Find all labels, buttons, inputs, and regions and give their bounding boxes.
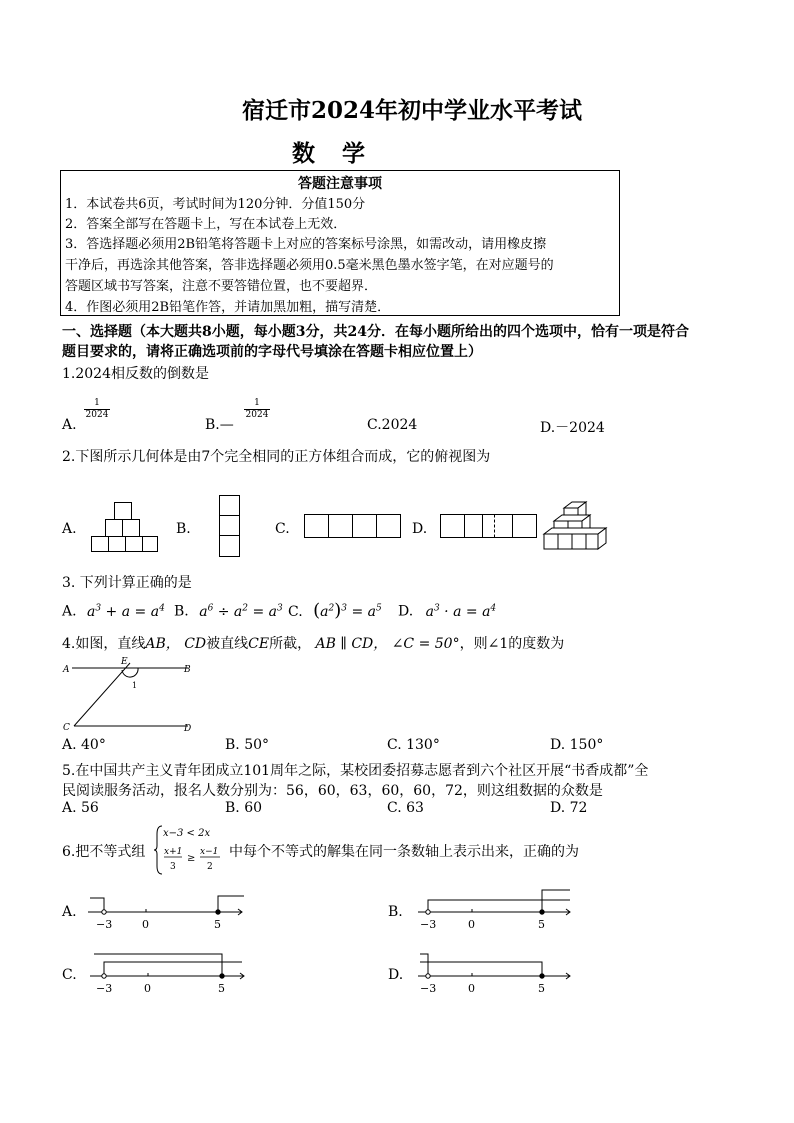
section-heading-line2: 题目要求的，请将正确选项前的字母代号填涂在答题卡相应位置上） <box>62 344 482 360</box>
q3-option-a-label: A. <box>62 603 77 620</box>
tick-label-0: 0 <box>144 982 151 995</box>
q1-option-d: D.－2024 <box>540 420 605 436</box>
tick-label-0: 0 <box>142 918 149 931</box>
q6-option-c-label: C. <box>62 967 77 983</box>
q3-option-b-expr: $a^6 \div a^2 = a^3$ <box>199 603 283 620</box>
tick-label-0: 0 <box>468 918 475 931</box>
q4-line-ab: AB， <box>145 636 180 652</box>
q2-solid-figure <box>540 496 610 556</box>
q6-option-d-label: D. <box>388 967 404 983</box>
fig-label-e: E <box>121 657 128 667</box>
q1-stem: 1.2024相反数的倒数是 <box>62 366 209 382</box>
q6-stem-pre: 6.把不等式组 <box>62 844 146 860</box>
q5-line2: 民阅读服务活动，报名人数分别为：56，60，63，60，60，72，则这组数据的众数是 <box>62 783 603 799</box>
q6-option-a-label: A. <box>62 904 77 920</box>
q3-option-a <box>62 603 165 620</box>
notice-line: 答题区域书写答案，注意不要答错位置，也不要超界． <box>65 279 378 294</box>
q4-stem-mid2: 所截， <box>269 636 312 652</box>
fig-label-c: C <box>63 723 70 733</box>
fraction-numerator: 1 <box>94 398 100 408</box>
q6-ineq2-right-num: x−1 <box>200 847 219 857</box>
q4-stem <box>62 633 564 653</box>
q4-stem-pre: 4.如图，直线 <box>62 636 146 652</box>
tick-label-0: 0 <box>468 982 475 995</box>
notice-line: 干净后，再选涂其他答案，答非选择题必须用0.5毫米黑色墨水签字笔，在对应题号的 <box>65 258 554 273</box>
q4-option-c: C. 130° <box>387 737 440 753</box>
q4-stem-mid1: 被直线 <box>206 636 249 652</box>
tick-label-5: 5 <box>214 918 221 931</box>
q4-angle: ∠C = 50° <box>391 636 460 652</box>
notice-box <box>60 170 620 316</box>
q1-option-a-label: A. <box>62 417 77 433</box>
q4-geometry-figure <box>60 654 210 738</box>
q3-option-b <box>174 603 283 620</box>
q5-option-c: C. 63 <box>387 800 424 816</box>
q3-option-d <box>398 603 496 620</box>
q6-ineq2-left-num: x+1 <box>164 847 183 857</box>
q2-option-b-figure <box>216 492 242 560</box>
fig-label-a: A <box>63 665 70 675</box>
q3-option-c <box>288 600 382 621</box>
tick-label-neg3: −3 <box>420 918 437 931</box>
notice-line: 1．本试卷共6页，考试时间为120分钟．分值150分 <box>65 197 366 212</box>
q6-ineq2-right-den: 2 <box>207 862 213 872</box>
q5-option-d: D. 72 <box>550 800 588 816</box>
q4-stem-end: ，则∠1的度数为 <box>459 636 565 652</box>
fig-label-angle-1: 1 <box>132 681 138 690</box>
fig-label-d: D <box>184 724 192 734</box>
notice-heading: 答题注意事项 <box>298 176 382 192</box>
tick-label-5: 5 <box>538 918 545 931</box>
q6-ineq2-op: ≥ <box>187 853 196 864</box>
tick-label-5: 5 <box>538 982 545 995</box>
q6-option-b-label: B. <box>388 904 403 920</box>
q6-option-c-numberline <box>84 948 254 998</box>
fraction-denominator: 2024 <box>245 410 269 420</box>
q6-option-b-numberline <box>412 884 582 934</box>
notice-line: 3．答选择题必须用2B铅笔将答题卡上对应的答案标号涂黑，如需改动，请用橡皮擦 <box>65 237 547 252</box>
q1-option-c: C.2024 <box>367 417 418 433</box>
tick-label-neg3: −3 <box>96 982 113 995</box>
q2-option-d-label: D. <box>412 521 428 537</box>
tick-label-neg3: −3 <box>96 918 113 931</box>
q3-stem: 3. 下列计算正确的是 <box>62 575 192 591</box>
q1-option-b-label: B.— <box>205 417 234 433</box>
q4-parallel: AB ∥ CD， <box>315 636 388 652</box>
q5-line1: 5.在中国共产主义青年团成立101周年之际，某校团委招募志愿者到六个社区开展“书香成都”全 <box>62 763 649 779</box>
q5-option-b: B. 60 <box>225 800 263 816</box>
subject-title: 数 学 <box>292 140 367 167</box>
q3-option-c-label: C. <box>288 604 303 620</box>
q6-option-a-numberline <box>84 890 254 934</box>
tick-label-5: 5 <box>218 982 225 995</box>
q3-option-d-label: D. <box>398 603 414 620</box>
q2-option-d-figure <box>436 510 540 542</box>
q1-option-b-fraction <box>244 398 270 420</box>
q6-ineq2-left-den: 3 <box>170 862 176 872</box>
q2-option-c-label: C. <box>275 521 290 537</box>
q3-option-c-expr: $(a^2)^3 = a^5$ <box>313 600 382 621</box>
q4-line-ce: CE <box>248 636 270 652</box>
tick-label-neg3: −3 <box>420 982 437 995</box>
q5-option-a: A. 56 <box>62 800 99 816</box>
q2-option-a-label: A. <box>62 521 77 537</box>
q4-option-a: A. 40° <box>62 737 106 753</box>
q3-option-d-expr: $a^3 \cdot a = a^4$ <box>425 603 497 620</box>
q4-option-b: B. 50° <box>225 737 270 753</box>
notice-line: 4．作图必须用2B铅笔作答，并请加黑加粗，描写清楚． <box>65 300 391 315</box>
q2-option-b-label: B. <box>176 521 191 537</box>
q4-line-cd: CD <box>184 636 207 652</box>
q3-option-b-label: B. <box>174 603 189 620</box>
q6-ineq1: x−3 < 2x <box>163 828 211 839</box>
q2-option-c-figure <box>300 510 404 542</box>
q6-option-d-numberline <box>412 948 582 998</box>
q2-stem: 2.下图所示几何体是由7个完全相同的正方体组合而成，它的俯视图为 <box>62 449 491 465</box>
q3-option-a-expr: $a^3 + a = a^4$ <box>87 603 165 620</box>
q6-inequality-system <box>154 824 230 876</box>
notice-line: 2．答案全部写在答题卡上，写在本试卷上无效． <box>65 217 347 232</box>
section-heading-line1: 一、选择题（本大题共8小题，每小题3分，共24分．在每小题所给出的四个选项中，恰有一项是符合 <box>62 324 689 340</box>
fig-label-b: B <box>184 665 191 675</box>
q1-option-a-fraction <box>84 398 110 420</box>
fraction-denominator: 2024 <box>85 410 109 420</box>
q6-stem-post: 中每个不等式的解集在同一条数轴上表示出来，正确的为 <box>229 844 579 860</box>
q4-option-d: D. 150° <box>550 737 604 753</box>
q2-option-a-figure <box>88 498 162 554</box>
fraction-numerator: 1 <box>254 398 260 408</box>
exam-title: 宿迁市2024年初中学业水平考试 <box>241 97 582 124</box>
